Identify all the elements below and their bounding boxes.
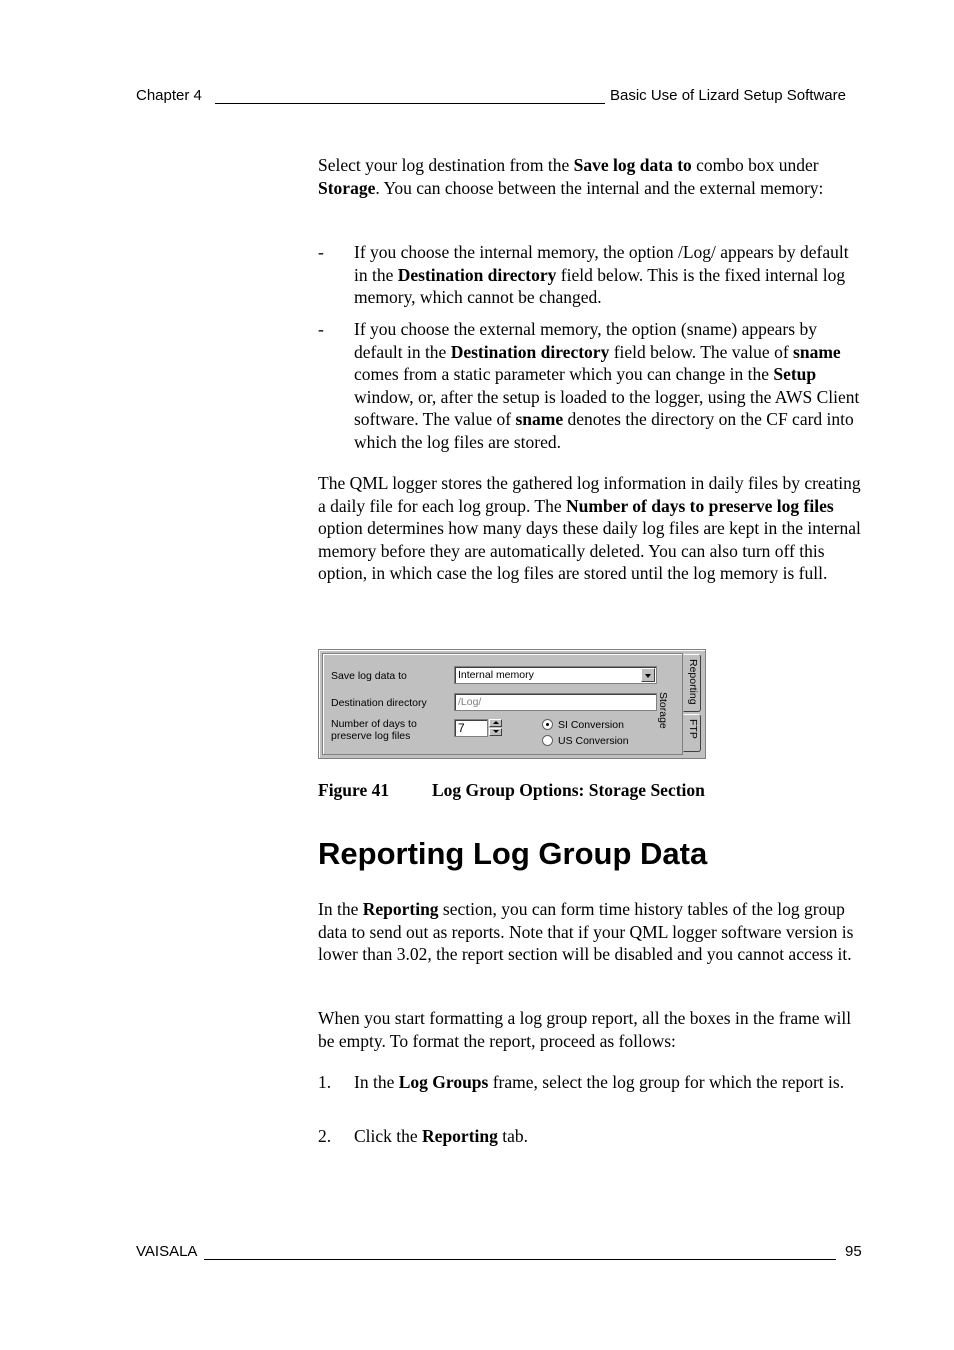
days-label-line1: Number of days to	[331, 718, 417, 730]
radio-dot-selected[interactable]	[542, 719, 553, 730]
spin-up-icon[interactable]	[489, 719, 502, 727]
days-input[interactable]: 7	[454, 719, 488, 737]
storage-panel: Save log data to Internal memory Destination directory /Log/ Number of days to preserve log files 7 SI Conversion US Conversion Storage	[322, 653, 683, 755]
destination-value: /Log/	[458, 696, 482, 708]
destination-label: Destination directory	[331, 697, 427, 709]
footer-company: VAISALA	[136, 1243, 198, 1260]
days-stepper[interactable]	[454, 719, 502, 737]
tab-reporting[interactable]: Reporting	[683, 654, 701, 712]
figure-caption: Log Group Options: Storage Section	[432, 780, 705, 800]
radio-dot[interactable]	[542, 735, 553, 746]
header-title: Basic Use of Lizard Setup Software	[610, 87, 846, 104]
storage-dialog-figure	[318, 649, 706, 759]
chapter-label: Chapter 4	[136, 87, 202, 104]
page-number: 95	[845, 1243, 862, 1260]
save-log-label: Save log data to	[331, 670, 407, 682]
formatting-paragraph: When you start formatting a log group report, all the boxes in the frame will be empty. To format the report, proceed as follows:	[318, 1008, 852, 1051]
tab-ftp[interactable]: FTP	[683, 714, 701, 752]
spin-down-icon[interactable]	[489, 728, 502, 736]
section-heading: Reporting Log Group Data	[318, 836, 708, 871]
days-label-line2: preserve log files	[331, 730, 411, 742]
destination-field[interactable]	[454, 693, 657, 711]
header-rule	[215, 103, 605, 104]
footer-rule	[204, 1259, 836, 1260]
save-log-value: Internal memory	[458, 669, 534, 681]
chevron-down-icon[interactable]	[641, 668, 655, 682]
save-log-combo[interactable]	[454, 666, 657, 684]
reporting-paragraph: In the Reporting section, you can form time history tables of the log group data to send out as reports. Note that if your QML logger software version is lower than 3.02, the report section will be disabled and you cannot access it.	[318, 899, 854, 964]
figure-number: Figure 41	[318, 780, 390, 800]
intro-paragraph: Select your log destination from the Save log data to combo box under Storage. You can choose between the internal and the external memory:	[318, 155, 824, 198]
storage-section-label: Storage	[657, 692, 669, 729]
qml-paragraph: The QML logger stores the gathered log information in daily files by creating a daily file for each log group. The Number of days to preserve log files option determines how many days these daily log files are kept in the internal memory before they are automatically deleted. You can also turn off this option, in which case the log files are stored until the log memory is full.	[318, 473, 861, 583]
